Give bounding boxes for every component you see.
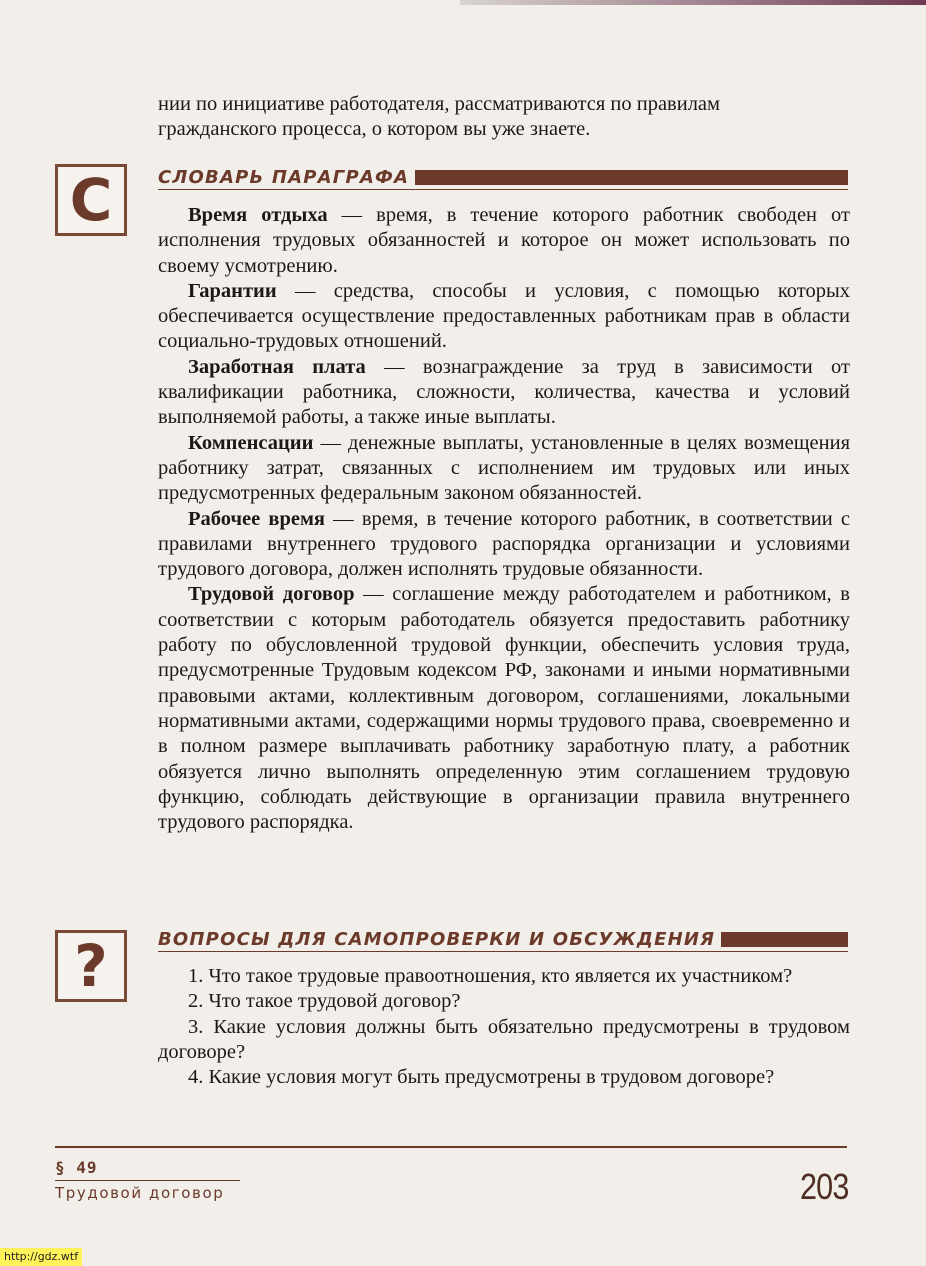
glossary-definition: — денежные выплаты, установленные в целях возмещения работнику затрат, связанных с исполнением им трудовых или иных предусмотренных федеральным законом обязанностей. (158, 431, 850, 505)
question-item: 1. Что такое трудовые правоотношения, кто является их участником? (188, 965, 793, 987)
intro-line-1: нии по инициативе работодателя, рассматриваются по правилам (158, 93, 720, 115)
questions-icon (55, 930, 127, 1002)
watermark-link[interactable]: http://gdz.wtf (0, 1248, 82, 1266)
glossary-entry (158, 431, 850, 507)
glossary-term: Трудовой договор (188, 583, 355, 606)
glossary-definition: — средства, способы и условия, с помощью которых обеспечивается осуществление предоставленных работникам прав в области социально-трудовых отношений. (158, 279, 850, 353)
intro-line-2: гражданского процесса, о котором вы уже знаете. (158, 118, 591, 141)
glossary-header-bar (415, 170, 848, 185)
glossary-entry (158, 355, 850, 431)
questions-list (158, 964, 850, 1090)
questions-header (158, 928, 848, 950)
glossary-icon (55, 164, 127, 236)
question-item: 3. Какие условия должны быть обязательно предусмотрены в трудовом договоре? (158, 1015, 850, 1063)
glossary-term: Компенсации (188, 431, 314, 454)
top-edge-bar (460, 0, 926, 5)
glossary-icon-letter: С (69, 166, 113, 234)
glossary-entry (158, 582, 850, 835)
question-item: 2. Что такое трудовой договор? (188, 990, 461, 1013)
questions-header-bar (721, 932, 848, 947)
glossary-header (158, 166, 848, 188)
page-number: 203 (800, 1166, 849, 1207)
question-item: 4. Какие условия могут быть предусмотрены в трудовом договоре? (188, 1066, 775, 1089)
glossary-term: Время отдыха (188, 204, 328, 226)
footer-rule (55, 1146, 847, 1148)
glossary-term: Рабочее время (188, 507, 326, 530)
glossary-list (158, 203, 850, 835)
glossary-definition: — вознаграждение за труд в зависимости от квалификации работника, сложности, количества, качества и условий выполняемой работы, а также иные выплаты. (158, 355, 850, 429)
glossary-term: Заработная плата (188, 355, 366, 378)
glossary-definition: — время, в течение которого работник, в соответствии с правилами внутреннего трудового распорядка организации и условиями трудового договора, должен исполнять трудовые обязанности. (158, 507, 850, 581)
intro-text (158, 92, 850, 143)
glossary-title: СЛОВАРЬ ПАРАГРАФА (158, 166, 410, 188)
glossary-entry (158, 203, 850, 279)
glossary-entry (158, 279, 850, 355)
footer-topic: Трудовой договор (55, 1184, 225, 1202)
glossary-header-underline (158, 189, 848, 190)
questions-icon-mark: ? (74, 932, 108, 1000)
footer-paragraph-underline (55, 1180, 240, 1181)
questions-title: ВОПРОСЫ ДЛЯ САМОПРОВЕРКИ И ОБСУЖДЕНИЯ (158, 928, 716, 950)
questions-header-underline (158, 951, 848, 952)
glossary-definition: — соглашение между работодателем и работником, в соответствии с которым работодатель обязуется предоставить работнику работу по обусловленной трудовой функции, обеспечить условия труда, предусмотренные Трудовым кодексом РФ, законами и иными нормативными правовыми актами, коллективным договором, соглашениями, локальными нормативными актами, содержащими нормы трудового права, своевременно и в полном размере выплачивать работнику заработную плату, а работник обязуется лично выполнять определенную этим соглашением трудовую функцию, соблюдать действующие в организации правила внутреннего трудового распорядка. (158, 583, 850, 834)
glossary-term: Гарантии (188, 279, 277, 302)
glossary-entry (158, 507, 850, 583)
footer-paragraph-number: § 49 (55, 1158, 98, 1177)
glossary-definition: — время, в течение которого работник свободен от исполнения трудовых обязанностей и которое он может использовать по своему усмотрению. (158, 204, 850, 277)
